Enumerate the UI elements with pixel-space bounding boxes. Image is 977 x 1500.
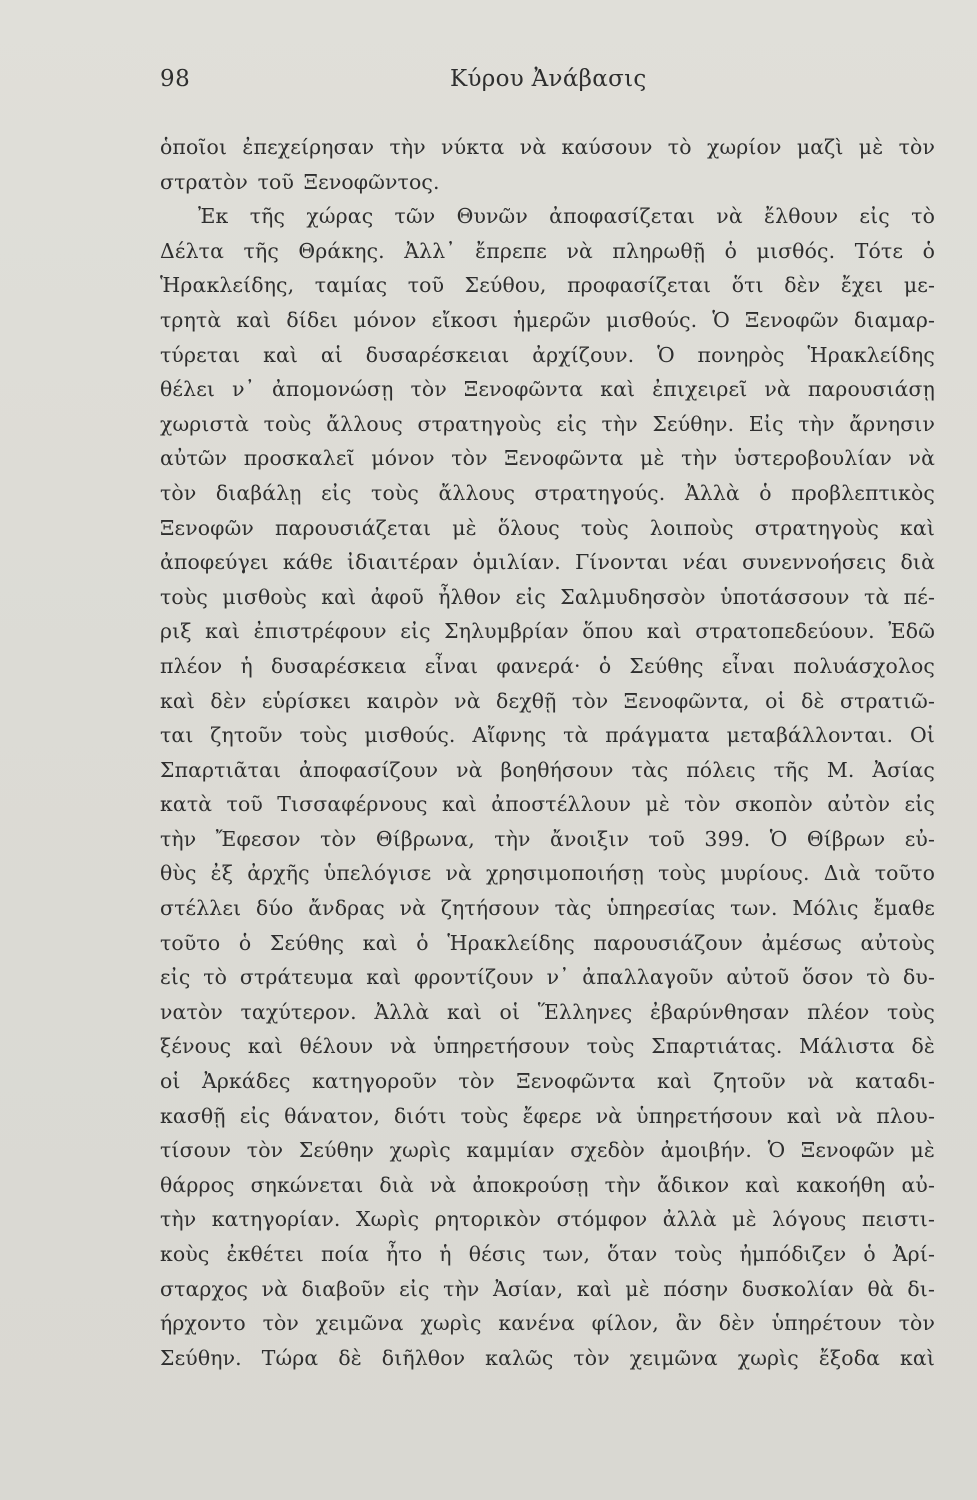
text-line: χωριστὰ τοὺς ἄλλους στρατηγοὺς εἰς τὴν Σεύθην. Εἰς τὴν ἄρνησιν (160, 411, 935, 436)
text-line: καὶ δὲν εὑρίσκει καιρὸν νὰ δεχθῇ τὸν Ξενοφῶντα, οἱ δὲ στρατιῶ- (160, 688, 935, 713)
text-line: τίσουν τὸν Σεύθην χωρὶς καμμίαν σχεδὸν ἀμοιβήν. Ὁ Ξενοφῶν μὲ (160, 1138, 935, 1163)
page-header (160, 66, 935, 106)
text-line: Σεύθην. Τώρα δὲ διῆλθον καλῶς τὸν χειμῶνα χωρὶς ἔξοδα καὶ (160, 1345, 935, 1370)
text-line: Ἐκ τῆς χώρας τῶν Θυνῶν ἀποφασίζεται νὰ ἔλθουν εἰς τὸ (198, 204, 935, 229)
text-line: θὺς ἐξ ἀρχῆς ὑπελόγισε νὰ χρησιμοποιήσῃ τοὺς μυρίους. Διὰ τοῦτο (160, 861, 935, 886)
text-line: θάρρος σηκώνεται διὰ νὰ ἀποκρούσῃ τὴν ἄδικον καὶ κακοήθη αὐ- (160, 1172, 935, 1197)
text-line: τοῦτο ὁ Σεύθης καὶ ὁ Ἡρακλείδης παρουσιάζουν ἀμέσως αὐτοὺς (160, 930, 935, 955)
text-line: ριξ καὶ ἐπιστρέφουν εἰς Σηλυμβρίαν ὅπου καὶ στρατοπεδεύουν. Ἐδῶ (160, 619, 935, 644)
text-line: ήρχοντο τὸν χειμῶνα χωρὶς κανένα φίλον, ἂν δὲν ὑπηρέτουν τὸν (160, 1311, 935, 1336)
text-line: ται ζητοῦν τοὺς μισθούς. Αἴφνης τὰ πράγματα μεταβάλλονται. Οἱ (160, 723, 935, 748)
text-line: αὐτῶν προσκαλεῖ μόνον τὸν Ξενοφῶντα μὲ τὴν ὑστεροβουλίαν νὰ (160, 446, 935, 471)
text-line: οἱ Ἀρκάδες κατηγοροῦν τὸν Ξενοφῶντα καὶ ζητοῦν νὰ καταδι- (160, 1069, 935, 1094)
text-line: τὴν κατηγορίαν. Χωρὶς ρητορικὸν στόμφον ἀλλὰ μὲ λόγους πειστι- (160, 1207, 935, 1232)
text-line: νατὸν ταχύτερον. Ἀλλὰ καὶ οἱ Ἕλληνες ἐβαρύνθησαν πλέον τοὺς (160, 999, 935, 1024)
text-line: στρατὸν τοῦ Ξενοφῶντος. (160, 169, 440, 194)
text-line: πλέον ἡ δυσαρέσκεια εἶναι φανερά· ὁ Σεύθης εἶναι πολυάσχολος (160, 653, 935, 678)
text-line: ξένους καὶ θέλουν νὰ ὑπηρετήσουν τοὺς Σπαρτιάτας. Μάλιστα δὲ (160, 1034, 935, 1059)
text-line: σταρχος νὰ διαβοῦν εἰς τὴν Ἀσίαν, καὶ μὲ πόσην δυσκολίαν θὰ δι- (160, 1276, 935, 1301)
text-line: κατὰ τοῦ Τισσαφέρνους καὶ ἀποστέλλουν μὲ τὸν σκοπὸν αὐτὸν εἰς (160, 792, 935, 817)
text-line: εἰς τὸ στράτευμα καὶ φροντίζουν ν᾿ ἀπαλλαγοῦν αὐτοῦ ὅσον τὸ δυ- (160, 965, 935, 990)
text-line: τὴν Ἔφεσον τὸν Θίβρωνα, τὴν ἄνοιξιν τοῦ 399. Ὁ Θίβρων εὐ- (160, 826, 935, 851)
text-line: τρητὰ καὶ δίδει μόνον εἴκοσι ἡμερῶν μισθούς. Ὁ Ξενοφῶν διαμαρ- (160, 307, 935, 332)
text-line: Δέλτα τῆς Θράκης. Ἀλλ᾿ ἔπρεπε νὰ πληρωθῇ ὁ μισθός. Τότε ὁ (160, 238, 935, 263)
page-number: 98 (160, 66, 191, 92)
text-line: τοὺς μισθοὺς καὶ ἀφοῦ ἦλθον εἰς Σαλμυδησσὸν ὑποτάσσουν τὰ πέ- (160, 584, 935, 609)
text-line: τὸν διαβάλῃ εἰς τοὺς ἄλλους στρατηγούς. Ἀλλὰ ὁ προβλεπτικὸς (160, 480, 935, 505)
text-line: στέλλει δύο ἄνδρας νὰ ζητήσουν τὰς ὑπηρεσίας των. Μόλις ἔμαθε (160, 896, 935, 921)
body-text (160, 130, 935, 1375)
text-line: ἀποφεύγει κάθε ἰδιαιτέραν ὁμιλίαν. Γίνονται νέαι συνεννοήσεις διὰ (160, 550, 935, 575)
text-line: Ἡρακλείδης, ταμίας τοῦ Σεύθου, προφασίζεται ὅτι δὲν ἔχει με- (160, 273, 935, 298)
text-line: Σπαρτιᾶται ἀποφασίζουν νὰ βοηθήσουν τὰς πόλεις τῆς Μ. Ἀσίας (160, 757, 935, 782)
text-line: κοὺς ἐκθέτει ποία ἦτο ἡ θέσις των, ὅταν τοὺς ἠμπόδιζεν ὁ Ἀρί- (160, 1242, 935, 1266)
text-line: θέλει ν᾿ ἀπομονώσῃ τὸν Ξενοφῶντα καὶ ἐπιχειρεῖ νὰ παρουσιάσῃ (160, 377, 935, 402)
text-line: τύρεται καὶ αἱ δυσαρέσκειαι ἀρχίζουν. Ὁ πονηρὸς Ἡρακλείδης (160, 342, 935, 367)
text-line: κασθῇ εἰς θάνατον, διότι τοὺς ἔφερε νὰ ὑπηρετήσουν καὶ νὰ πλου- (160, 1103, 935, 1128)
text-line: ὁποῖοι ἐπεχείρησαν τὴν νύκτα νὰ καύσουν τὸ χωρίον μαζὶ μὲ τὸν (160, 135, 935, 159)
running-title: Κύρου Ἀνάβασις (450, 66, 647, 92)
text-line: Ξενοφῶν παρουσιάζεται μὲ ὅλους τοὺς λοιποὺς στρατηγοὺς καὶ (160, 515, 935, 540)
